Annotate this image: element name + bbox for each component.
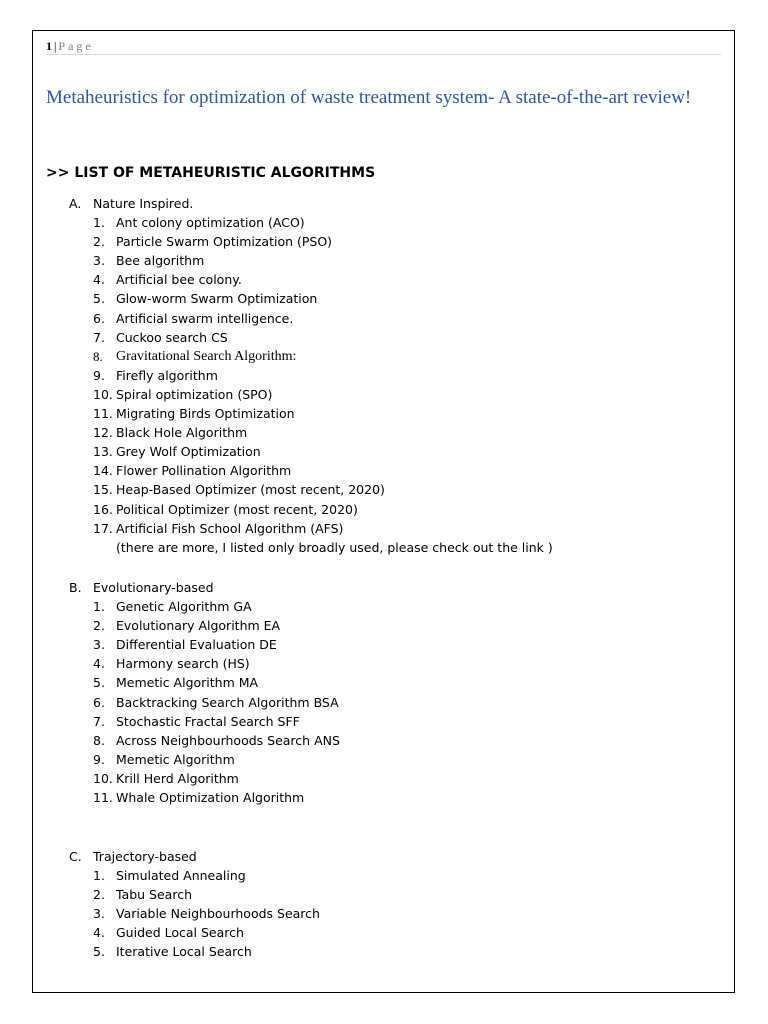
item-text: Variable Neighbourhoods Search: [116, 906, 320, 922]
list-item: [0, 232, 720, 251]
category-label: Trajectory-based: [93, 849, 197, 864]
category-letter: A.: [69, 196, 82, 211]
category-letter: B.: [69, 580, 82, 595]
list-item: [0, 213, 720, 232]
item-number: 12.: [93, 425, 113, 441]
item-number: 1.: [93, 599, 105, 615]
item-number: 9.: [93, 367, 105, 383]
category-heading: [0, 578, 720, 597]
item-text: Migrating Birds Optimization: [116, 406, 295, 422]
item-number: 17.: [93, 520, 113, 536]
page-separator: |: [54, 39, 57, 53]
item-text: Guided Local Search: [116, 925, 244, 941]
item-text: Across Neighbourhoods Search ANS: [116, 732, 340, 748]
item-number: 5.: [93, 291, 105, 307]
item-text: Tabu Search: [116, 887, 193, 903]
list-item: [0, 673, 720, 692]
item-number: 2.: [93, 234, 105, 250]
item-number: 6.: [93, 310, 105, 326]
item-number: 7.: [93, 713, 105, 729]
item-number: 8.: [93, 348, 103, 364]
item-text: Glow-worm Swarm Optimization: [116, 291, 318, 307]
item-text: Artificial bee colony.: [116, 272, 242, 288]
list-item: [0, 885, 720, 904]
item-number: 9.: [93, 751, 105, 767]
item-number: 6.: [93, 694, 105, 710]
item-text: Stochastic Fractal Search SFF: [116, 713, 300, 729]
item-number: 5.: [93, 675, 105, 691]
item-text: Cuckoo search CS: [116, 329, 228, 345]
item-text: Heap-Based Optimizer (most recent, 2020): [116, 482, 385, 498]
item-text: Differential Evaluation DE: [116, 637, 277, 653]
item-text: Ant colony optimization (ACO): [116, 215, 305, 231]
item-number: 7.: [93, 329, 105, 345]
list-item: [0, 750, 720, 769]
category-trajectory-based: [0, 847, 720, 962]
item-text: Evolutionary Algorithm EA: [116, 618, 281, 634]
item-number: 5.: [93, 944, 105, 960]
list-item: [0, 480, 720, 499]
item-text: Whale Optimization Algorithm: [116, 790, 305, 806]
list-item: [0, 866, 720, 885]
item-text: Memetic Algorithm MA: [116, 675, 259, 691]
category-label: Nature Inspired.: [93, 196, 194, 211]
document-title: Metaheuristics for optimization of waste treatment system- A state-of-the-art review!: [46, 87, 692, 108]
section-heading: >> LIST OF METAHEURISTIC ALGORITHMS: [46, 165, 376, 181]
item-text: Particle Swarm Optimization (PSO): [116, 234, 333, 250]
list-item: [0, 731, 720, 750]
item-text: Artificial Fish School Algorithm (AFS): [116, 520, 344, 536]
list-item: [0, 635, 720, 654]
item-text: Flower Pollination Algorithm: [116, 463, 292, 479]
item-number: 16.: [93, 501, 113, 517]
item-text: Black Hole Algorithm: [116, 425, 248, 441]
item-number: 14.: [93, 463, 113, 479]
item-number: 4.: [93, 656, 105, 672]
category-label: Evolutionary-based: [93, 580, 214, 595]
item-number: 11.: [93, 790, 113, 806]
list-item: [0, 616, 720, 635]
list-item: [0, 942, 720, 961]
item-text: Harmony search (HS): [116, 656, 250, 672]
item-number: 10.: [93, 770, 113, 786]
list-item: [0, 654, 720, 673]
item-number: 4.: [93, 272, 105, 288]
item-text: Krill Herd Algorithm: [116, 770, 239, 786]
list-item: [0, 500, 720, 519]
list-item: [0, 423, 720, 442]
list-item: [0, 404, 720, 423]
item-text: Grey Wolf Optimization: [116, 444, 261, 460]
category-heading: [0, 194, 720, 213]
list-item: [0, 519, 720, 538]
list-item: [0, 769, 720, 788]
item-number: 11.: [93, 406, 113, 422]
item-text: Memetic Algorithm: [116, 751, 235, 767]
item-number: 10.: [93, 386, 113, 402]
item-text: Iterative Local Search: [116, 944, 252, 960]
item-number: 1.: [93, 868, 105, 884]
item-text: Simulated Annealing: [116, 868, 246, 884]
list-note: [0, 538, 720, 557]
list-item: [0, 597, 720, 616]
item-number: 4.: [93, 925, 105, 941]
category-nature-inspired: [0, 194, 720, 557]
item-number: 2.: [93, 887, 105, 903]
item-number: 2.: [93, 618, 105, 634]
list-item: [0, 328, 720, 347]
list-item: [0, 712, 720, 731]
page-number: 1: [46, 39, 52, 53]
item-text: Genetic Algorithm GA: [116, 599, 252, 615]
list-item: [0, 251, 720, 270]
list-item: [0, 923, 720, 942]
item-number: 8.: [93, 732, 105, 748]
item-text: Gravitational Search Algorithm:: [116, 348, 297, 364]
item-number: 15.: [93, 482, 113, 498]
list-item: [0, 904, 720, 923]
list-item: [0, 385, 720, 404]
list-item: [0, 347, 720, 366]
item-text: Firefly algorithm: [116, 367, 218, 383]
list-item: [0, 788, 720, 807]
list-item: [0, 693, 720, 712]
list-item: [0, 366, 720, 385]
item-number: 1.: [93, 215, 105, 231]
item-text: Spiral optimization (SPO): [116, 386, 273, 402]
item-text: Political Optimizer (most recent, 2020): [116, 501, 358, 517]
item-number: 3.: [93, 253, 105, 269]
note-text: (there are more, I listed only broadly used, please check out the link ): [116, 539, 553, 555]
list-item: [0, 289, 720, 308]
item-text: Artificial swarm intelligence.: [116, 310, 294, 326]
list-item: [0, 442, 720, 461]
item-text: Bee algorithm: [116, 253, 205, 269]
page-word: Page: [58, 39, 94, 53]
list-item: [0, 270, 720, 289]
category-letter: C.: [69, 849, 82, 864]
category-evolutionary-based: [0, 578, 720, 807]
item-number: 13.: [93, 444, 113, 460]
list-item: [0, 461, 720, 480]
item-text: Backtracking Search Algorithm BSA: [116, 694, 339, 710]
item-number: 3.: [93, 637, 105, 653]
page-header: [46, 38, 721, 55]
category-heading: [0, 847, 720, 866]
item-number: 3.: [93, 906, 105, 922]
list-item: [0, 309, 720, 328]
